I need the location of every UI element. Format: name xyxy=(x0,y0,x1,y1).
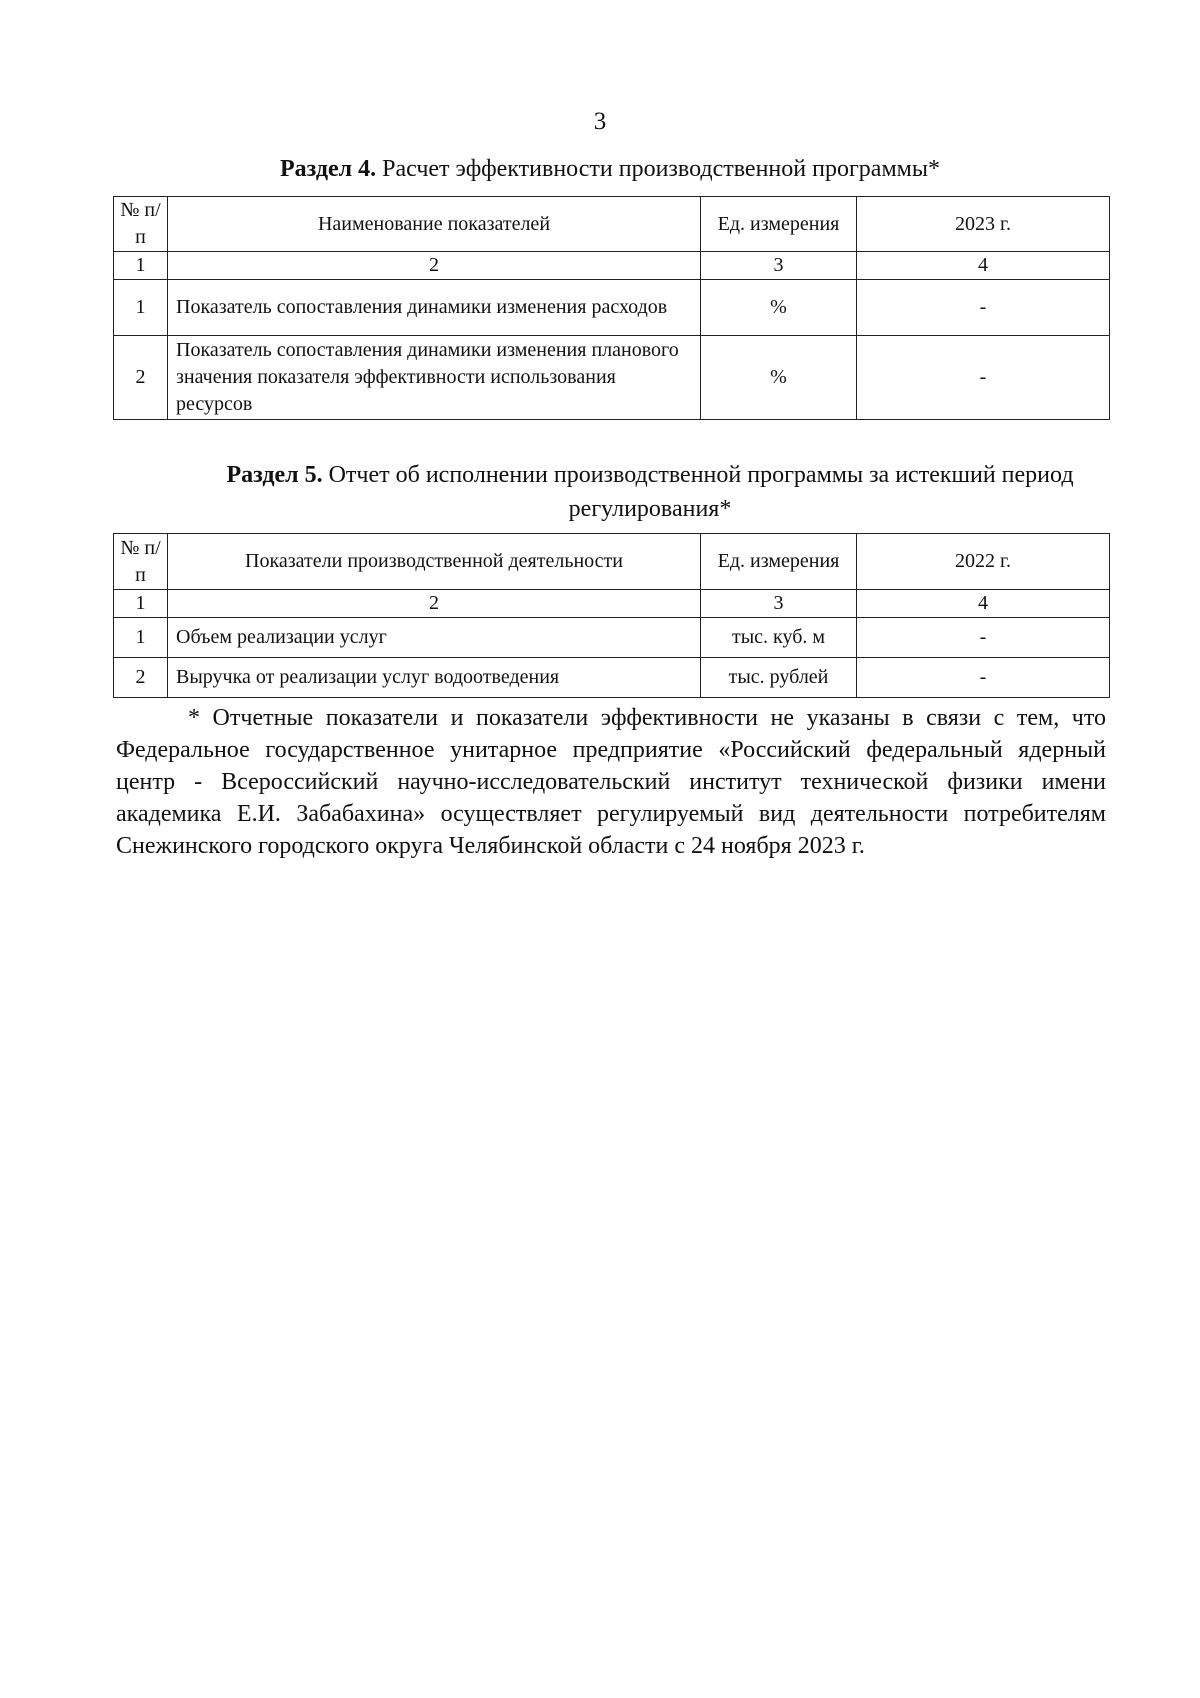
table-index-row xyxy=(114,590,1110,618)
section-4-table xyxy=(113,196,1110,420)
row-value: - xyxy=(857,618,1110,658)
section-4-title-text: Расчет эффективности производственной программы* xyxy=(376,156,940,182)
section-5-title-text: Отчет об исполнении производственной программы за истекший период регулирования* xyxy=(322,462,1074,522)
row-name: Показатель сопоставления динамики изменения планового значения показателя эффективности использования ресурсов xyxy=(168,336,701,420)
index-cell: 2 xyxy=(168,590,701,618)
table-row xyxy=(114,658,1110,698)
header-unit: Ед. измерения xyxy=(701,197,857,252)
section-4-title xyxy=(110,152,1110,186)
index-cell: 4 xyxy=(857,590,1110,618)
row-value: - xyxy=(857,658,1110,698)
row-name: Выручка от реализации услуг водоотведения xyxy=(168,658,701,698)
header-year: 2023 г. xyxy=(857,197,1110,252)
index-cell: 4 xyxy=(857,252,1110,280)
header-name: Показатели производственной деятельности xyxy=(168,534,701,590)
row-unit: % xyxy=(701,336,857,420)
row-unit: % xyxy=(701,280,857,336)
footnote-text: * Отчетные показатели и показатели эффективности не указаны в связи с тем, что Федеральное государственное унитарное предприятие «Российский федеральный ядерный центр - Всероссийский научно-исследовательский институт технической физики имени академика Е.И. Забабахина» осуществляет регулируемый вид деятельности потребителям Снежинского городского округа Челябинской области с 24 ноября 2023 г. xyxy=(116,705,1106,859)
row-value: - xyxy=(857,336,1110,420)
table-row xyxy=(114,336,1110,420)
row-name: Объем реализации услуг xyxy=(168,618,701,658)
row-num: 2 xyxy=(114,658,168,698)
header-num: № п/п xyxy=(114,534,168,590)
index-cell: 3 xyxy=(701,590,857,618)
row-name: Показатель сопоставления динамики изменения расходов xyxy=(168,280,701,336)
row-num: 1 xyxy=(114,618,168,658)
header-unit: Ед. измерения xyxy=(701,534,857,590)
row-unit: тыс. куб. м xyxy=(701,618,857,658)
index-cell: 1 xyxy=(114,252,168,280)
section-5-title xyxy=(160,458,1140,526)
row-num: 1 xyxy=(114,280,168,336)
section-5-table xyxy=(113,533,1110,698)
table-index-row xyxy=(114,252,1110,280)
section-4-title-label: Раздел 4. xyxy=(280,156,377,182)
footnote xyxy=(116,702,1106,862)
page-number: 3 xyxy=(593,108,607,135)
table-header-row xyxy=(114,197,1110,252)
header-num: № п/п xyxy=(114,197,168,252)
index-cell: 1 xyxy=(114,590,168,618)
index-cell: 2 xyxy=(168,252,701,280)
section-5-title-label: Раздел 5. xyxy=(226,462,323,488)
row-num: 2 xyxy=(114,336,168,420)
header-year: 2022 г. xyxy=(857,534,1110,590)
table-header-row xyxy=(114,534,1110,590)
table-row xyxy=(114,618,1110,658)
table-row xyxy=(114,280,1110,336)
row-value: - xyxy=(857,280,1110,336)
header-name: Наименование показателей xyxy=(168,197,701,252)
index-cell: 3 xyxy=(701,252,857,280)
row-unit: тыс. рублей xyxy=(701,658,857,698)
